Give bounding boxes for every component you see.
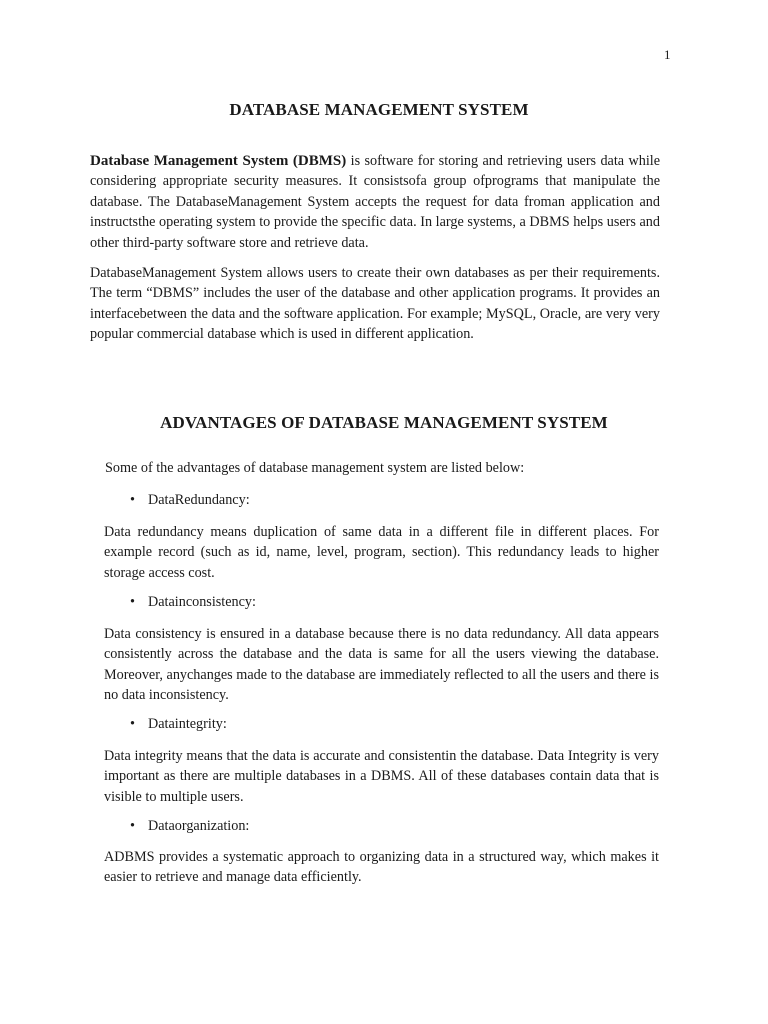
bullet-data-inconsistency <box>130 594 256 611</box>
bullet-icon: • <box>130 716 135 732</box>
bullet-icon: • <box>130 492 135 508</box>
bullet-data-integrity <box>130 716 227 733</box>
second-paragraph: DatabaseManagement System allows users to create their own databases as per their requirements. The term “DBMS” includes the user of the database and other application programs. It provides an interfacebetween the data and the software application. For example; MySQL, Oracle, are very very popular commercial database which is used in different application. <box>90 265 660 343</box>
intro-paragraph-text: is software for storing and retrieving users data while considering appropriate security measures. It consistsofa group ofprograms that manipulate the database. The DatabaseManagement System accepts the request for data froman application and instructsthe operating system to provide the specific data. In large systems, a DBMS helps users and other third-party software store and retrieve data. <box>90 153 660 251</box>
data-organization-text: ADBMS provides a systematic approach to organizing data in a structured way, which makes it easier to retrieve and manage data efficiently. <box>104 849 659 886</box>
bullet-data-redundancy <box>130 492 250 509</box>
bullet-label: Datainconsistency: <box>148 594 256 610</box>
data-redundancy-text: Data redundancy means duplication of same data in a different file in different places. For example record (such as id, name, level, program, section). This redundancy leads to higher storage access cost. <box>104 524 659 581</box>
bullet-label: DataRedundancy: <box>148 492 250 508</box>
document-title: DATABASE MANAGEMENT SYSTEM <box>229 100 529 119</box>
bullet-label: Dataorganization: <box>148 818 250 834</box>
bullet-icon: • <box>130 594 135 610</box>
data-integrity-text: Data integrity means that the data is accurate and consistentin the database. Data Integrity is very important as there are multiple databases in a DBMS. All of these databases contain data that is visible to multiple users. <box>104 748 659 805</box>
intro-paragraph <box>90 151 660 253</box>
advantages-intro: Some of the advantages of database management system are listed below: <box>105 460 525 476</box>
advantages-heading: ADVANTAGES OF DATABASE MANAGEMENT SYSTEM <box>160 413 608 432</box>
dbms-term: Database Management System (DBMS) <box>90 153 347 169</box>
bullet-icon: • <box>130 818 135 834</box>
page-number: 1 <box>664 47 671 62</box>
data-inconsistency-text: Data consistency is ensured in a database because there is no data redundancy. All data appears consistently across the database and the data is same for all the users viewing the database. Moreover, anychanges made to the database are immediately reflected to all the users and there is no data inconsistency. <box>104 626 659 704</box>
bullet-data-organization <box>130 818 249 835</box>
bullet-label: Dataintegrity: <box>148 716 227 732</box>
